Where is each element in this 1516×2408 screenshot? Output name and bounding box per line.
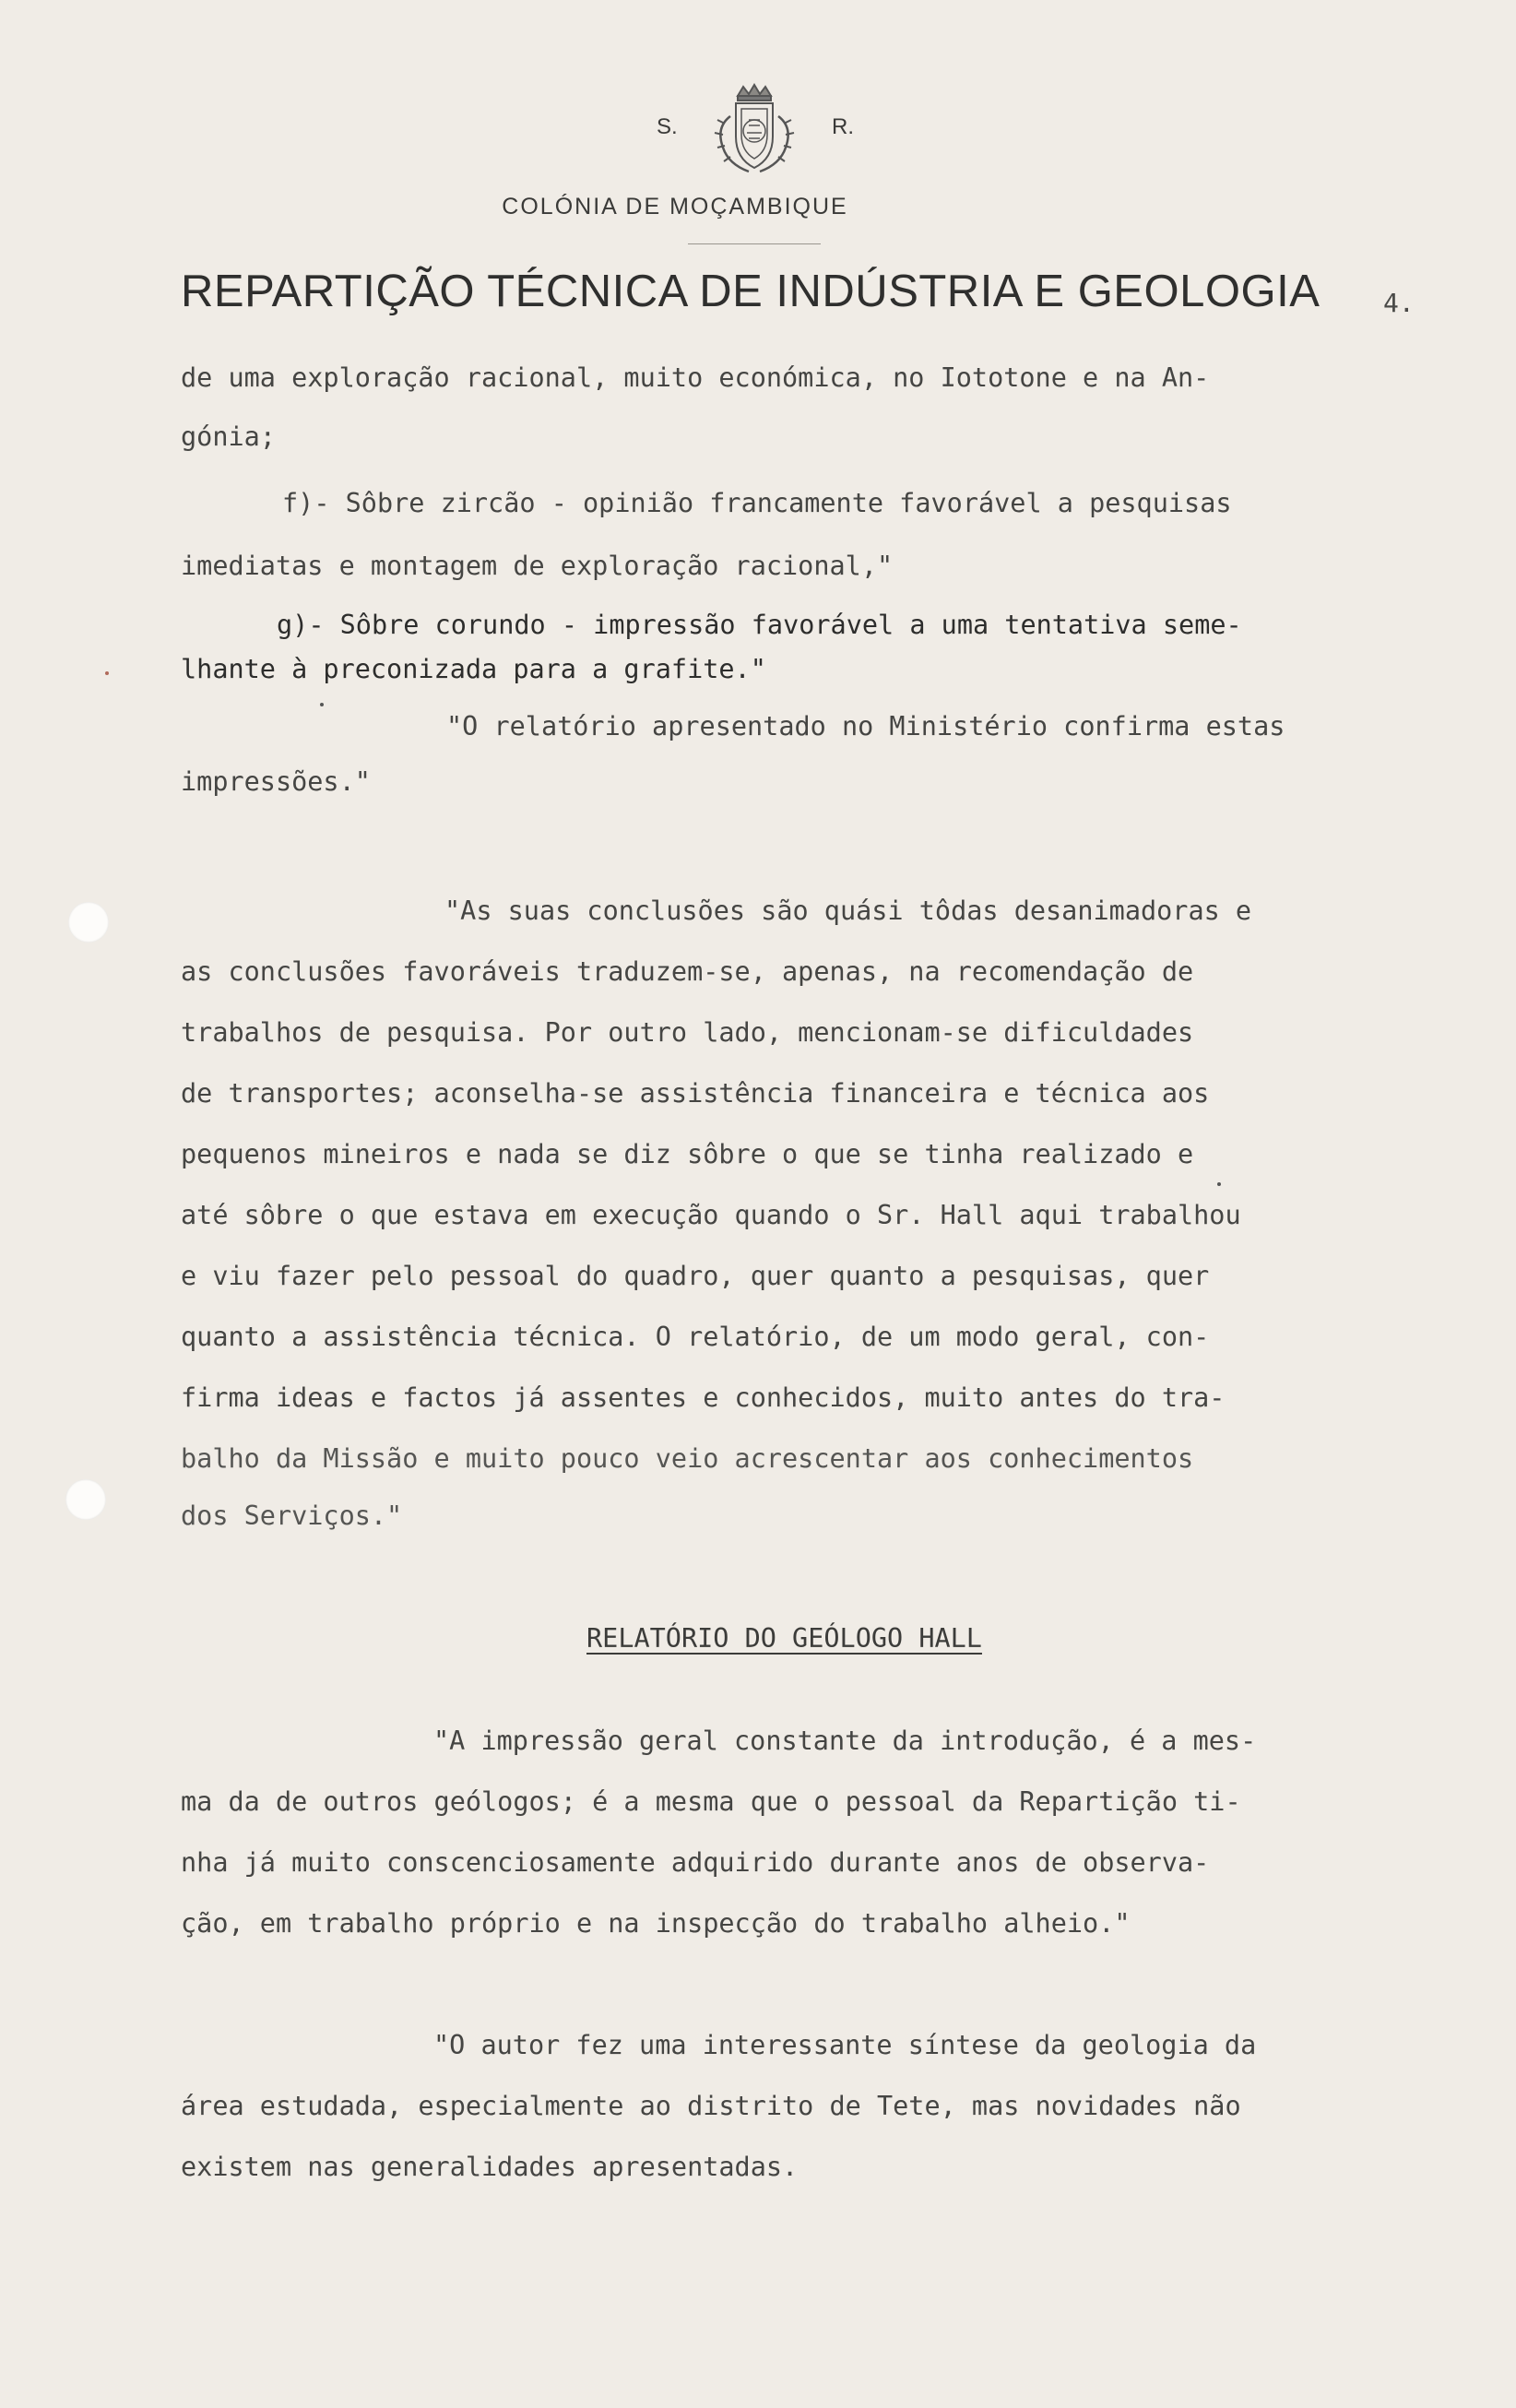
punch-hole-upper (68, 902, 109, 943)
section-line: "A impressão geral constante da introdução, é a mes- (433, 1726, 1257, 1756)
section-line: ção, em trabalho próprio e na inspecção do trabalho alheio." (181, 1908, 1131, 1939)
body-line: g)- Sôbre corundo - impressão favorável a uma tentativa seme- (277, 610, 1242, 640)
body-line: pequenos mineiros e nada se diz sôbre o que se tinha realizado e (181, 1139, 1194, 1169)
section-line: nha já muito conscenciosamente adquirido durante anos de observa- (181, 1847, 1210, 1878)
letterhead-initial-r: R. (832, 114, 854, 139)
section-line: existem nas generalidades apresentadas. (181, 2152, 799, 2182)
ink-speck (1217, 1182, 1221, 1186)
section-line: área estudada, especialmente ao distrito de Tete, mas novidades não (181, 2091, 1241, 2121)
body-line: trabalhos de pesquisa. Por outro lado, mencionam-se dificuldades (181, 1017, 1194, 1048)
page-number: 4. (1383, 288, 1415, 318)
body-line: "As suas conclusões são quási tôdas desanimadoras e (444, 896, 1252, 926)
punch-hole-lower (65, 1479, 106, 1520)
body-line: impressões." (181, 766, 371, 797)
body-line: de uma exploração racional, muito económica, no Iototone e na An- (181, 362, 1210, 393)
body-line: e viu fazer pelo pessoal do quadro, quer quanto a pesquisas, quer (181, 1261, 1210, 1291)
colony-name: COLÓNIA DE MOÇAMBIQUE (502, 194, 848, 219)
body-line: até sôbre o que estava em execução quando o Sr. Hall aqui trabalhou (181, 1200, 1241, 1230)
body-line: quanto a assistência técnica. O relatório, de um modo geral, con- (181, 1322, 1210, 1352)
body-line: imediatas e montagem de exploração racional," (181, 551, 894, 581)
body-line: balho da Missão e muito pouco veio acrescentar aos conhecimentos (181, 1443, 1194, 1474)
section-line: "O autor fez uma interessante síntese da geologia da (433, 2030, 1257, 2060)
body-line: de transportes; aconselha-se assistência financeira e técnica aos (181, 1078, 1210, 1109)
ink-speck (105, 671, 109, 675)
letterhead-initial-s: S. (657, 114, 678, 139)
coat-of-arms-icon (703, 79, 806, 183)
ink-speck (320, 703, 324, 706)
body-line: firma ideas e factos já assentes e conhecidos, muito antes do tra- (181, 1382, 1226, 1413)
section-heading: RELATÓRIO DO GEÓLOGO HALL (586, 1623, 982, 1654)
body-line: "O relatório apresentado no Ministério confirma estas (446, 711, 1285, 741)
body-line: f)- Sôbre zircão - opinião francamente favorável a pesquisas (282, 488, 1232, 518)
letterhead-divider (688, 243, 821, 244)
body-line: lhante à preconizada para a grafite." (181, 654, 766, 684)
section-line: ma da de outros geólogos; é a mesma que o pessoal da Repartição ti- (181, 1786, 1241, 1817)
body-line: gónia; (181, 421, 276, 452)
body-line: as conclusões favoráveis traduzem-se, apenas, na recomendação de (181, 956, 1194, 987)
department-title: REPARTIÇÃO TÉCNICA DE INDÚSTRIA E GEOLOGIA (181, 267, 1321, 316)
body-line: dos Serviços." (181, 1501, 403, 1531)
